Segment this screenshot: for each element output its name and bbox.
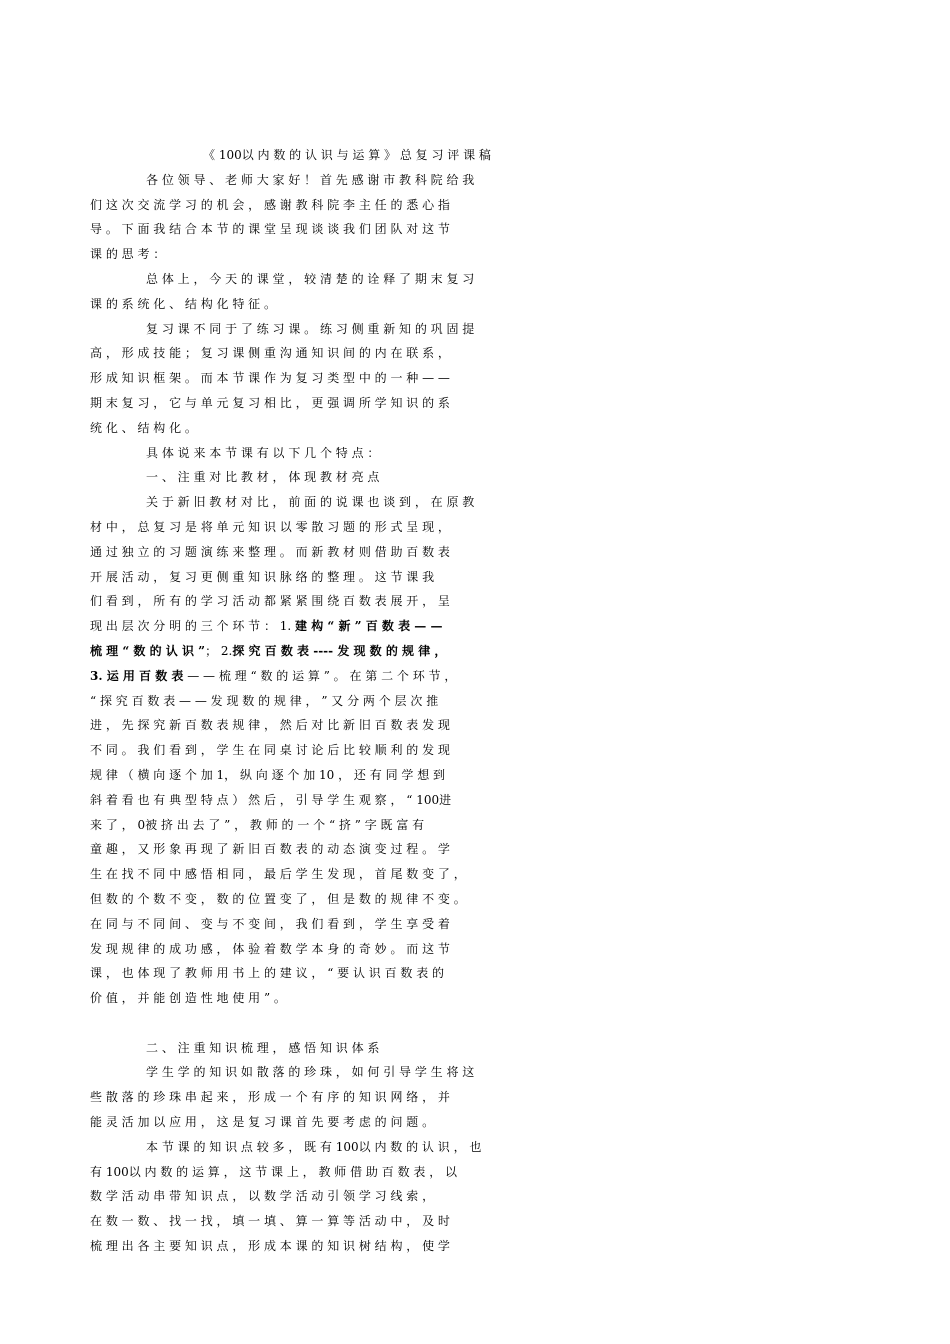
text-line: 通 过 独 立 的 习 题 演 练 来 整 理 。 而 新 教 材 则 借 助 百 数 表 [90,544,450,559]
text-line: 来 了 ， 0被 挤 出 去 了 ” ， 教 师 的 一 个 “ 挤 ” 字 既 富 有 [90,817,425,832]
text-line: 些 散 落 的 珍 珠 串 起 来 ， 形 成 一 个 有 序 的 知 识 网 络 ， 并 [90,1090,450,1105]
paragraph-features-intro: 具 体 说 来 本 节 课 有 以 下 几 个 特 点 ： [146,445,380,460]
text-line: 课 的 思 考 ： [90,247,166,262]
text-line: 导 。 下 面 我 结 合 本 节 的 课 堂 呈 现 谈 谈 我 们 团 队 对 这 节 [90,222,450,237]
paragraph-review-vs-practice [90,317,870,441]
text-line: 期 末 复 习 ， 它 与 单 元 复 习 相 比 ， 更 强 调 所 学 知 识 的 系 [90,395,450,410]
text-line: 发 现 规 律 的 成 功 感 ， 体 验 着 数 学 本 身 的 奇 妙 。 而 这 节 [90,941,450,956]
document-page [90,143,870,1259]
paragraph-knowledge-points [90,1135,870,1259]
text-line: 关 于 新 旧 教 材 对 比 ， 前 面 的 说 课 也 谈 到 ， 在 原 教 [146,495,475,510]
bold-text-run: 建 构 “ 新 ” 百 数 表 — — [295,619,443,634]
text-line: 课 ， 也 体 现 了 教 师 用 书 上 的 建 议 ， “ 要 认 识 百 数 表 的 [90,966,445,981]
text-line: 规 律 （ 横 向 逐 个 加 1， 纵 向 逐 个 加 10 ， 还 有 同 学 想 到 [90,767,446,782]
text-line: 生 在 找 不 同 中 感 悟 相 同 ， 最 后 学 生 发 现 ， 首 尾 数 变 了 ， [90,867,466,882]
text-line: 能 灵 活 加 以 应 用 ， 这 是 复 习 课 首 先 要 考 虑 的 问 题 。 [90,1115,435,1130]
text-line: 们 这 次 交 流 学 习 的 机 会 ， 感 谢 教 科 院 李 主 任 的 悉 心 指 [90,197,450,212]
section-heading-2: 二 、 注 重 知 识 梳 理 ， 感 悟 知 识 体 系 [146,1040,380,1055]
text-line: 材 中 ， 总 复 习 是 将 单 元 知 识 以 零 散 习 题 的 形 式 呈 现 ， [90,519,450,534]
text-line: 在 数 一 数 、 找 一 找 ， 填 一 填 、 算 一 算 等 活 动 中 ， 及 时 [90,1214,450,1229]
paragraph-greeting [90,168,870,267]
text-line [90,664,870,689]
text-line: 进 ， 先 探 究 新 百 数 表 规 律 ， 然 后 对 比 新 旧 百 数 表 发 现 [90,718,450,733]
text-line: 在 同 与 不 同 间 、 变 与 不 变 间 ， 我 们 看 到 ， 学 生 享 受 着 [90,916,450,931]
text-line: 不 同 。 我 们 看 到 ， 学 生 在 同 桌 讨 论 后 比 较 顺 利 的 发 现 [90,743,450,758]
text-line: 本 节 课 的 知 识 点 较 多 ， 既 有 100以 内 数 的 认 识 ， 也 [146,1139,482,1154]
bold-text-run: 3. 运 用 百 数 表 [90,668,184,683]
text-line: 高 ， 形 成 技 能 ； 复 习 课 侧 重 沟 通 知 识 间 的 内 在 联 系 ， [90,346,450,361]
text-line: 童 趣 ， 又 形 象 再 现 了 新 旧 百 数 表 的 动 态 演 变 过 程 。 学 [90,842,450,857]
text-run: — — 梳 理 “ 数 的 运 算 ” 。 在 第 二 个 环 节 ， [183,668,457,683]
text-line: 总 体 上 ， 今 天 的 课 堂 ， 较 清 楚 的 诠 释 了 期 末 复 习 [146,271,475,286]
bold-text-run: 梳 理 “ 数 的 认 识 ” [90,643,206,658]
text-line: 复 习 课 不 同 于 了 练 习 课 。 练 习 侧 重 新 知 的 巩 固 提 [146,321,475,336]
section-heading-1: 一 、 注 重 对 比 教 材 ， 体 现 教 材 亮 点 [146,470,380,485]
text-run: ； 2. [205,643,233,658]
text-line: 们 看 到 ， 所 有 的 学 习 活 动 都 紧 紧 围 绕 百 数 表 展 开 ， 呈 [90,594,450,609]
paragraph-textbook-comparison [90,490,870,1011]
text-line: 课 的 系 统 化 、 结 构 化 特 征 。 [90,296,276,311]
blank-line [90,1011,870,1036]
text-line: 但 数 的 个 数 不 变 ， 数 的 位 置 变 了 ， 但 是 数 的 规 律 不 变 。 [90,891,466,906]
bold-text-run: 探 究 百 数 表 ---- 发 现 数 的 规 律 ， [232,643,447,658]
text-line: 开 展 活 动 ， 复 习 更 侧 重 知 识 脉 络 的 整 理 。 这 节 课 我 [90,569,435,584]
text-line: 数 学 活 动 串 带 知 识 点 ， 以 数 学 活 动 引 领 学 习 线 索 ， [90,1189,435,1204]
text-line: 斜 着 看 也 有 典 型 特 点 ） 然 后 ， 引 导 学 生 观 察 ， “ 100进 [90,792,452,807]
text-line: 形 成 知 识 框 架 。 而 本 节 课 作 为 复 习 类 型 中 的 一 种 — — [90,371,450,386]
text-line: 统 化 、 结 构 化 。 [90,420,197,435]
paragraph-pearls [90,1060,870,1134]
text-run: 现 出 层 次 分 明 的 三 个 环 节 ： 1. [90,619,296,634]
text-line: 有 100以 内 数 的 运 算 ， 这 节 课 上 ， 教 师 借 助 百 数 表 ， 以 [90,1164,458,1179]
text-line: 学 生 学 的 知 识 如 散 落 的 珍 珠 ， 如 何 引 导 学 生 将 这 [146,1065,475,1080]
paragraph-overall [90,267,870,317]
text-line: “ 探 究 百 数 表 — — 发 现 数 的 规 律 ， ” 又 分 两 个 层 次 推 [90,693,439,708]
text-line: 各 位 领 导 、 老 师 大 家 好 ！ 首 先 感 谢 市 教 科 院 给 我 [146,172,475,187]
text-line [90,639,870,664]
document-title: 《 100以 内 数 的 认 识 与 运 算 》 总 复 习 评 课 稿 [203,148,491,162]
text-line: 梳 理 出 各 主 要 知 识 点 ， 形 成 本 课 的 知 识 树 结 构 ， 使 学 [90,1239,450,1254]
text-line [90,614,870,639]
text-line: 价 值 ， 并 能 创 造 性 地 使 用 ” 。 [90,991,286,1006]
